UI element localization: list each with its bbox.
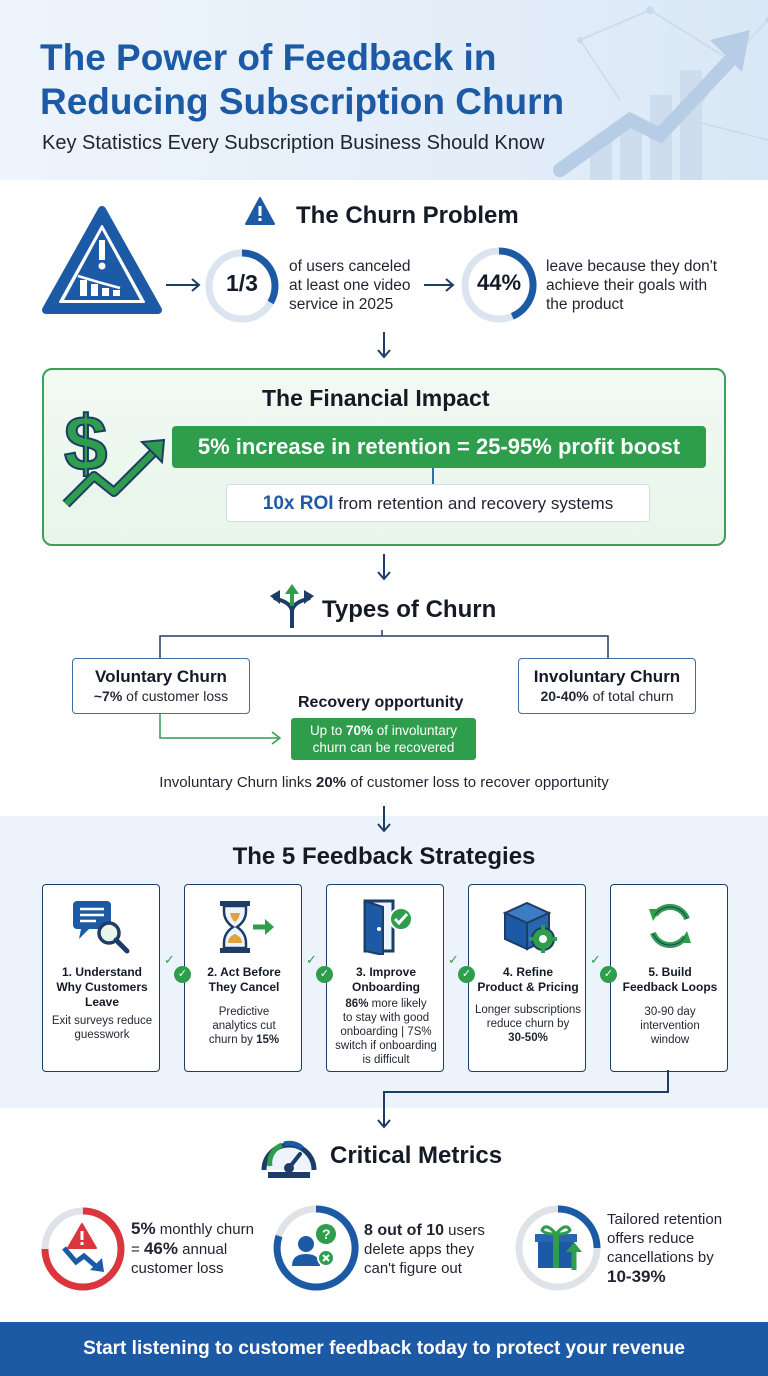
footer-call-to-action: Start listening to customer feedback today to protect your revenue [0,1322,768,1376]
strategy-desc-line: switch if onboarding [335,1040,437,1052]
strategy-title-line: Feedback Loops [622,980,718,994]
strategy-desc-line: 30-90 day [644,1006,696,1018]
speedometer-icon [258,1126,320,1182]
warning-small-icon [244,196,276,226]
check-circle-icon: ✓ [316,966,333,983]
strategy-desc-line: Exit surveys reduce [51,1015,153,1027]
strategy-card-2 [184,884,302,1072]
involuntary-churn-value: 20-40% [540,688,589,704]
roi-callout [226,484,650,522]
strategy-desc-line: reduce churn by [486,1018,570,1030]
strategy-desc-line: Longer subscriptions [474,1004,582,1016]
metric-line [131,1219,271,1239]
strategy-desc-value: 15% [256,1034,280,1046]
check-tick-icon: ✓ [448,952,459,967]
stat-text-line: service in 2025 [289,296,394,313]
arrow-down-icon [374,804,394,834]
roi-text: from retention and recovery systems [333,494,614,513]
strategy-title-line: 2. Act Before [207,965,281,979]
door-check-icon [361,897,415,955]
metric-text: annual [177,1241,228,1258]
strategy-desc [189,1005,299,1047]
title-line-2: Reducing Subscription Churn [40,81,565,122]
loop-back-connector [370,1070,680,1134]
recovery-line-2: churn can be recovered [312,740,455,755]
arrow-down-icon [374,552,394,582]
note-value: 20% [316,774,347,791]
strategy-desc-line [473,1031,583,1045]
strategy-title [189,965,299,995]
strategies-title: The 5 Feedback Strategies [232,843,536,870]
strategy-desc [473,1003,583,1045]
recovery-opportunity-badge [291,718,476,760]
strategy-desc-line: onboarding | 7S% [340,1026,432,1038]
financial-impact-title: The Financial Impact [262,385,490,411]
stat-text-line: of users canceled [289,258,411,275]
strategy-card-3 [326,884,444,1072]
stat-text-line: achieve their goals with [546,277,708,294]
involuntary-churn-card [518,658,696,714]
check-tick-icon: ✓ [164,952,175,967]
recovery-prefix: Up to [309,723,346,738]
dollar-growth-icon [58,396,170,512]
hourglass-icon [217,899,275,955]
strategy-desc [615,1005,725,1047]
arrow-right-icon [164,276,204,294]
strategy-desc-prefix: churn by [208,1034,257,1046]
strategy-title [331,965,441,995]
involuntary-churn-stat [519,687,695,705]
strategy-desc-line [189,1033,299,1047]
strategy-title-line: They Cancel [208,980,280,994]
critical-metrics-title: Critical Metrics [330,1142,503,1169]
metric-line: customer loss [131,1260,224,1277]
page-subtitle: Key Statistics Every Subscription Business Should Know [42,132,545,154]
stat-value-44-percent: 44% [476,270,522,295]
strategy-title-line: Onboarding [352,980,420,994]
voluntary-churn-value: ~7% [93,688,123,704]
metric-line: cancellations by [607,1249,714,1266]
check-circle-icon: ✓ [174,966,191,983]
voluntary-churn-text: of customer loss [122,688,229,704]
metric-text: = [131,1241,144,1258]
metric-apps-deleted-text [364,1221,514,1278]
note-prefix: Involuntary Churn links [159,774,317,791]
metric-value: 5% [131,1219,156,1238]
stat-text-line: at least one video [289,277,411,294]
metric-line [607,1267,757,1287]
strategy-desc-line: intervention [640,1020,700,1032]
types-summary-note [0,774,768,791]
strategy-desc-line: analytics cut [212,1020,276,1032]
strategy-title-line: 1. Understand [61,965,142,979]
metric-monthly-churn-text [131,1219,271,1278]
churn-problem-title: The Churn Problem [296,202,519,229]
metric-retention-offers-text [607,1210,757,1287]
strategy-desc-line: guesswork [74,1029,130,1041]
refresh-cycle-icon [643,899,697,953]
recovery-value: 70% [345,723,373,738]
strategy-title [473,965,583,995]
check-circle-icon: ✓ [600,966,617,983]
metric-value: 10-39% [607,1267,666,1286]
strategy-title [47,965,157,1010]
strategy-title-line: 5. Build [648,965,692,979]
stat-value-one-third: 1/3 [226,270,258,296]
retention-profit-banner: 5% increase in retention = 25-95% profit boost [172,426,706,468]
strategy-title-line: 3. Improve [355,965,417,979]
strategy-desc-line: to stay with good [342,1012,430,1024]
strategy-desc-line: is difficult [362,1054,410,1066]
check-tick-icon: ✓ [306,952,317,967]
metric-line: offers reduce [607,1230,695,1247]
check-circle-icon: ✓ [458,966,475,983]
stat-text-line: leave because they don't [546,258,717,275]
involuntary-churn-title: Involuntary Churn [533,667,681,686]
warning-chart-icon [40,204,164,318]
strategy-desc [331,997,441,1067]
strategy-desc-text: more likely [368,998,427,1010]
metric-value: 8 out of 10 [364,1222,445,1239]
strategy-desc-value: 86% [345,998,369,1010]
arrow-right-icon [422,276,458,294]
metric-line [364,1221,514,1240]
box-gear-icon [499,899,559,955]
strategy-desc-line: Predictive [218,1006,270,1018]
metric-value: 46% [143,1239,178,1258]
strategy-desc [47,1014,157,1042]
voluntary-churn-stat [73,687,249,705]
strategy-desc-line: window [650,1034,690,1046]
svg-text:$: $ [64,399,108,487]
arrow-down-icon [374,330,394,360]
stat-text-44-percent [546,257,756,314]
connector-line [432,468,434,484]
strategy-card-4 [468,884,586,1072]
page-title [40,36,640,124]
note-suffix: of customer loss to recover opportunity [346,774,609,791]
voluntary-churn-title: Voluntary Churn [95,667,227,686]
metric-line: delete apps they [364,1241,475,1258]
check-tick-icon: ✓ [590,952,601,967]
types-of-churn-title: Types of Churn [322,596,497,623]
roi-value: 10x ROI [262,493,334,514]
split-arrows-icon [268,584,316,630]
strategy-card-5 [610,884,728,1072]
recovery-suffix: of involuntary [373,723,458,738]
svg-text:?: ? [322,1226,331,1242]
metric-line [131,1239,271,1259]
recovery-opportunity-title: Recovery opportunity [298,694,464,711]
user-question-icon [288,1220,344,1276]
strategy-title-line: 4. Refine [502,965,553,979]
metric-line: can't figure out [364,1260,462,1277]
title-line-1: The Power of Feedback in [40,37,497,78]
alert-decline-icon [58,1222,110,1274]
strategy-title-line: Product & Pricing [477,980,579,994]
voluntary-churn-card [72,658,250,714]
gift-growth-icon [532,1220,586,1274]
involuntary-churn-text: of total churn [588,688,674,704]
metric-text: users [444,1222,485,1239]
strategy-title-line: Why Customers [56,980,148,994]
metric-text: monthly churn [155,1221,254,1238]
metric-line: Tailored retention [607,1211,723,1228]
strategy-desc-value: 30-50% [508,1032,548,1044]
recovery-line-1 [291,722,476,739]
strategy-title-line: Leave [84,995,120,1009]
strategy-title [615,965,725,995]
chat-search-icon [71,899,133,955]
stat-text-line: the product [546,296,624,313]
strategy-desc-line [331,997,441,1011]
strategy-card-1 [42,884,160,1072]
